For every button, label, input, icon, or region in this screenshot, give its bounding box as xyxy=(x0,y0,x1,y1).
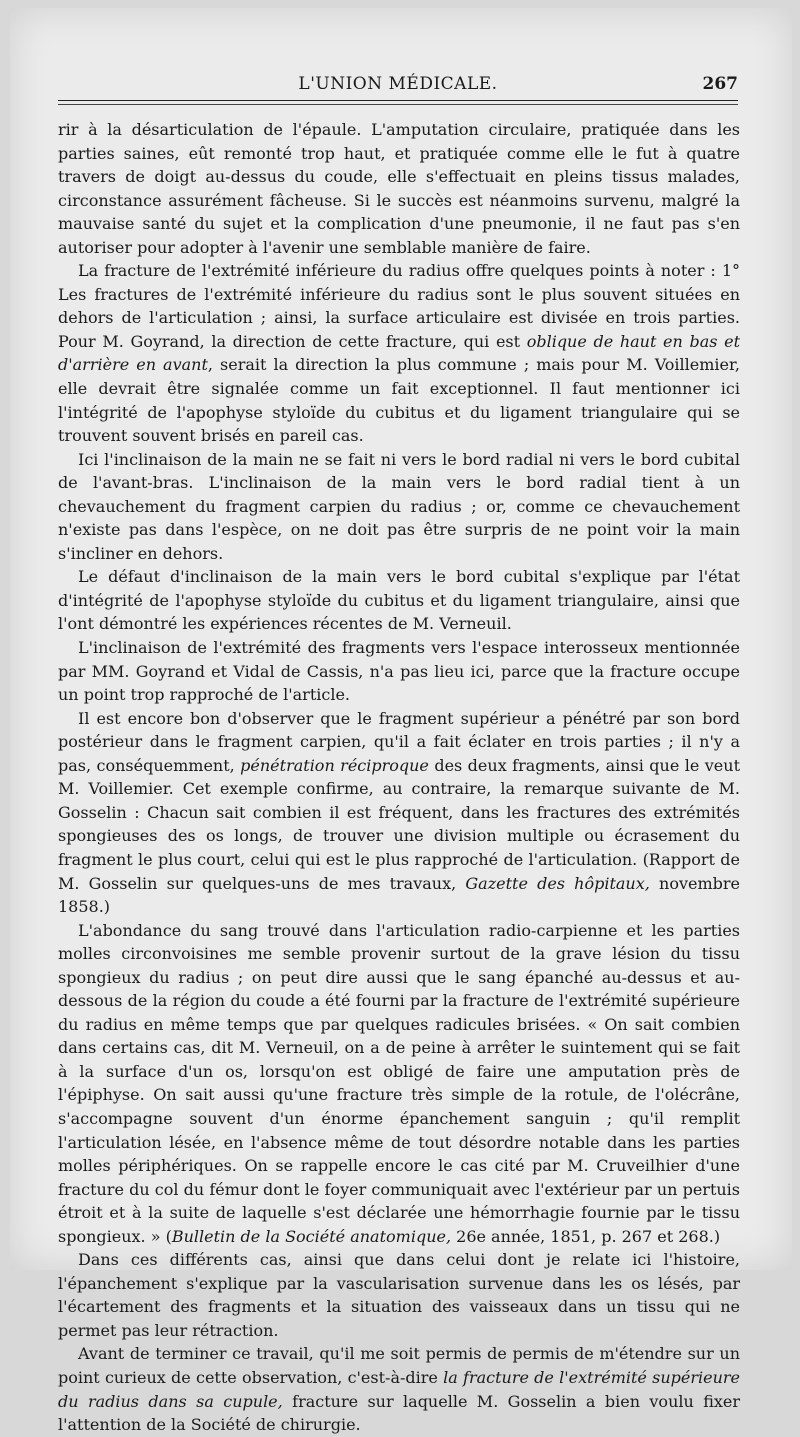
text-run: fracture sur laquelle M. Gosselin a bien voulu fixer l'attention de la Société de chirurgie. xyxy=(58,1391,741,1435)
text-run: , serait la direction la plus commune ; mais pour M. Voillemier, elle devrait être signalée comme un fait exceptionnel. Il faut mentionner ici l'intégrité de l'apophyse styloïde du cubitus et du ligament triangulaire qui se trouvent souvent brisés en pareil cas. xyxy=(58,355,740,446)
paragraph xyxy=(58,1342,740,1436)
text-run: 26e année, 1851, p. 267 et 268.) xyxy=(451,1226,721,1246)
paragraph xyxy=(58,1248,740,1342)
italic-run: Bulletin de la Société anatomique, xyxy=(171,1226,452,1246)
text-run: novembre 1858.) xyxy=(58,873,740,917)
paragraph xyxy=(58,707,740,919)
paragraph xyxy=(58,919,740,1249)
text-run: rir à la désarticulation de l'épaule. L'amputation circulaire, pratiquée dans les parties saines, eût remonté trop haut, et pratiquée comme elle le fut à quatre travers de doigt au-dessus du coude, elle s'effectuait en pleins tissus malades, circonstance assurément fâcheuse. Si le succès est néanmoins survenu, malgré la mauvaise santé du sujet et la complication d'une pneumonie, il ne faut pas s'en autoriser pour adopter à l'avenir une semblable manière de faire. xyxy=(58,120,740,257)
text-run: L'inclinaison de l'extrémité des fragments vers l'espace interosseux mentionnée par MM. Goyrand et Vidal de Cassis, n'a pas lieu ici, parce que la fracture occupe un point trop rapproché de l'article. xyxy=(58,638,740,705)
journal-title: L'UNION MÉDICALE. xyxy=(298,74,498,94)
text-run: Le défaut d'inclinaison de la main vers le bord cubital s'explique par l'état d'intégrité de l'apophyse styloïde du cubitus et du ligament triangulaire, ainsi que l'ont démontré les expériences récentes de M. Verneuil. xyxy=(58,567,740,634)
text-run: Ici l'inclinaison de la main ne se fait ni vers le bord radial ni vers le bord cubital de l'avant-bras. L'inclinaison de la main vers le bord radial tient à un chevauchement du fragment carpien du radius ; or, comme ce chevauchement n'existe pas dans l'espèce, on ne doit pas être surpris de ne point voir la main s'incliner en dehors. xyxy=(58,449,740,563)
paragraph xyxy=(58,259,740,447)
text-run: La fracture de l'extrémité inférieure du radius offre quelques points à noter : 1° Les fractures de l'extrémité inférieure du radius sont le plus souvent situées en dehors de l'articulation ; ainsi, la surface articulaire est divisée en trois parties. Pour M. Goyrand, la direction de cette fracture, qui est xyxy=(58,261,740,351)
header-rule xyxy=(58,100,738,101)
italic-run: Gazette des hôpitaux, xyxy=(465,873,650,893)
running-header xyxy=(58,70,738,100)
text-run: Avant de terminer ce travail, qu'il me soit permis de permis de m'étendre sur un point curieux de cette observation, c'est-à-dire xyxy=(58,1344,740,1387)
paragraph xyxy=(58,118,740,259)
paragraph xyxy=(58,565,740,636)
header-rule-thin xyxy=(58,104,738,105)
text-run: Dans ces différents cas, ainsi que dans celui dont je relate ici l'histoire, l'épanchement s'explique par la vascularisation survenue dans les os lésés, par l'écartement des fragments et la situation des vaisseaux dans un tissu qui ne permet pas leur rétraction. xyxy=(58,1250,740,1340)
italic-run: la fracture de l'extrémité supérieure du radius dans sa cupule, xyxy=(58,1367,741,1411)
page-number: 267 xyxy=(702,74,738,94)
text-run: L'abondance du sang trouvé dans l'articulation radio-carpienne et les parties molles circonvoisines me semble provenir surtout de la grave lésion du tissu spongieux du radius ; on peut dire aussi que le sang épanché au-dessus et au-dessous de la région du coude a été fourni par la fracture de l'extrémité supérieure du radius en même temps que par quelques radicules brisées. « On sait combien dans certains cas, dit M. Verneuil, on a de peine à arrêter le suintement qui se fait à la surface d'un os, lorsqu'on est obligé de faire une amputation près de l'épiphyse. On sait aussi qu'une fracture très simple de la rotule, de l'olécrâne, s'accompagne souvent d'un énorme épanchement sanguin ; qu'il remplit l'articulation lésée, en l'absence même de tout désordre notable dans les parties molles périphériques. On se rappelle encore le cas cité par M. Cruveilhier d'une fracture du col du fémur dont le foyer communiquait avec l'extérieur par un pertuis étroit et à la suite de laquelle s'est déclarée une hémorrhagie fournie par le tissu spongieux. » ( xyxy=(58,920,740,1246)
italic-run: oblique de haut en bas et d'arrière en avant xyxy=(58,331,740,375)
text-run: des deux fragments, ainsi que le veut M. Voillemier. Cet exemple confirme, au contraire, la remarque suivante de M. Gosselin : Chacun sait combien il est fréquent, dans les fractures des extrémités spongieuses des os longs, de trouver une division multiple ou écrasement du fragment le plus court, celui qui est le plus rapproché de l'articulation. (Rapport de M. Gosselin sur quelques-uns de mes travaux, xyxy=(58,755,740,893)
paragraph xyxy=(58,636,740,707)
article-body xyxy=(58,118,740,1437)
italic-run: pénétration réciproque xyxy=(240,755,429,775)
paragraph xyxy=(58,448,740,566)
text-run: Il est encore bon d'observer que le fragment supérieur a pénétré par son bord postérieur dans le fragment carpien, qu'il a fait éclater en trois parties ; il n'y a pas, conséquemment, xyxy=(58,708,740,775)
